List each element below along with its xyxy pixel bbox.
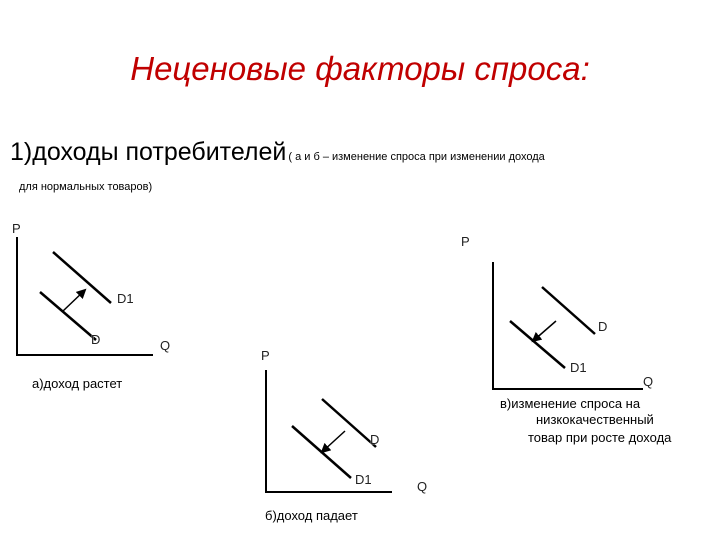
subtitle-main: 1)доходы потребителей bbox=[10, 138, 287, 166]
panel-a-q-label: Q bbox=[160, 338, 171, 353]
panel-b-d-label: D bbox=[370, 432, 380, 447]
subtitle-line2: для нормальных товаров) bbox=[19, 181, 153, 193]
panel-b bbox=[261, 348, 427, 523]
panel-b-p-label: P bbox=[261, 348, 270, 363]
panel-a-p-label: P bbox=[12, 221, 21, 236]
panel-a-demand-d bbox=[40, 292, 96, 340]
panel-b-demand-d bbox=[322, 399, 376, 447]
panel-c-caption-line3: товар при росте дохода bbox=[528, 430, 672, 445]
slide-title: Неценовые факторы спроса: bbox=[130, 50, 590, 87]
panel-a-d1-label: D1 bbox=[117, 291, 134, 306]
panel-c-q-label: Q bbox=[643, 374, 654, 389]
panel-a-demand-d1 bbox=[53, 252, 111, 303]
panel-a bbox=[12, 221, 170, 391]
panel-c-shift-arrow bbox=[533, 321, 556, 341]
panel-c-caption-line1: в)изменение спроса на bbox=[500, 396, 641, 411]
panel-a-caption: а)доход растет bbox=[32, 376, 123, 391]
panel-b-shift-arrow bbox=[322, 431, 345, 452]
panel-c-d-label: D bbox=[598, 319, 608, 334]
panel-c-p-label: P bbox=[461, 234, 470, 249]
panel-b-d1-label: D1 bbox=[355, 472, 372, 487]
subtitle-note: ( а и б – изменение спроса при изменении дохода bbox=[288, 151, 545, 163]
panel-b-q-label: Q bbox=[417, 479, 428, 494]
panel-a-d-label: D bbox=[91, 332, 101, 347]
panel-c-caption-line2: низкокачественный bbox=[536, 412, 654, 427]
panel-c-d1-label: D1 bbox=[570, 360, 587, 375]
panel-b-caption: б)доход падает bbox=[265, 508, 358, 523]
panel-c bbox=[461, 234, 672, 445]
panel-c-demand-d1 bbox=[510, 321, 565, 368]
panel-a-shift-arrow bbox=[63, 290, 85, 311]
